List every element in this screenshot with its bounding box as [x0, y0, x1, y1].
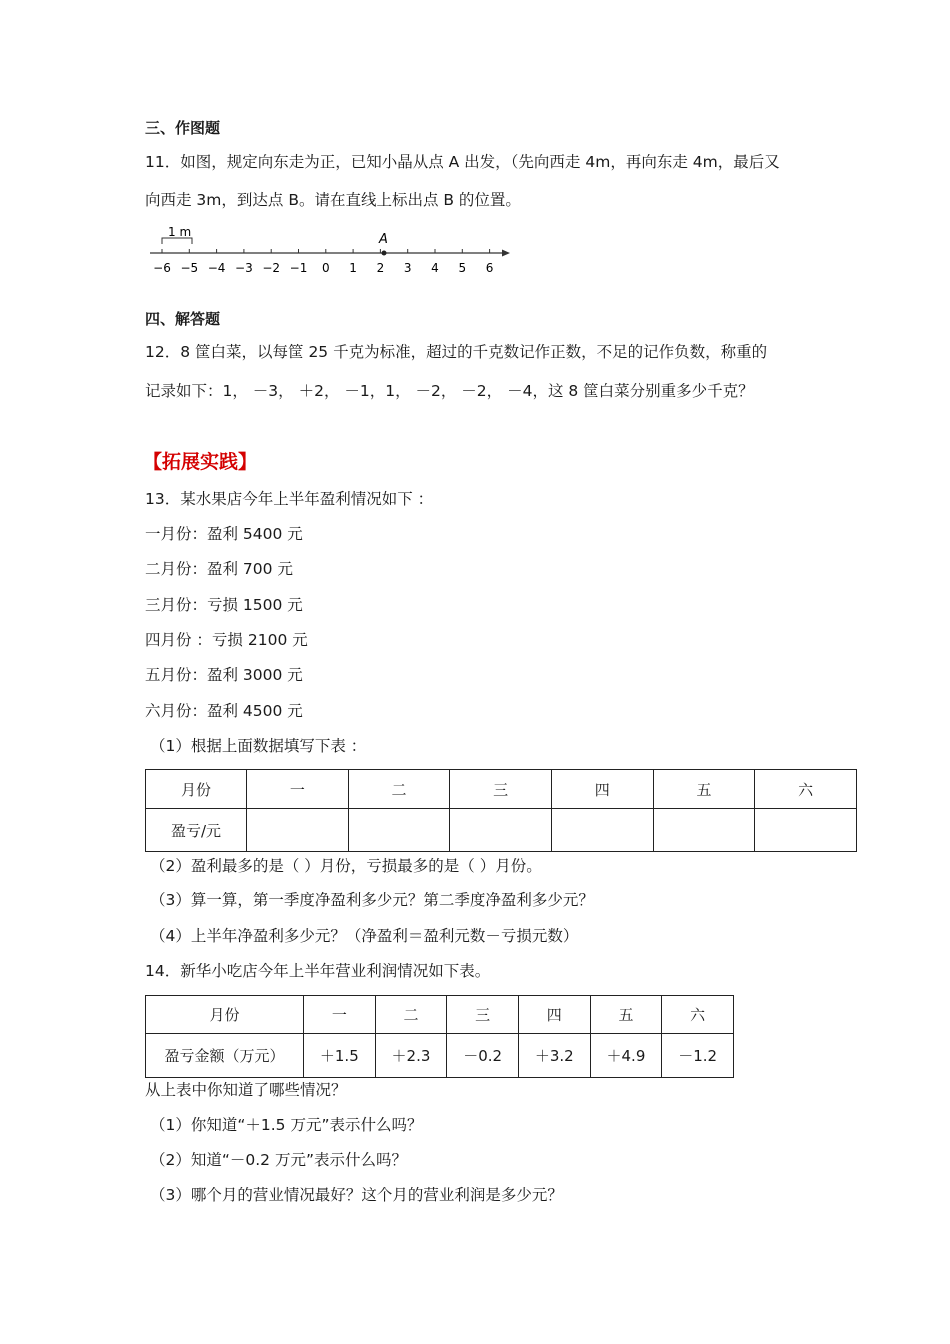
table-header-cell: 一 [247, 770, 349, 809]
table-header-label: 月份 [146, 770, 247, 809]
number-line-tick-label: −6 [153, 261, 171, 275]
number-line-tick-label: 4 [431, 261, 439, 275]
question-14-intro: 14．新华小吃店今年上半年营业利润情况如下表。 [145, 962, 491, 980]
table-header-cell: 三 [450, 770, 552, 809]
table-value-cell: ＋2.3 [375, 1034, 447, 1078]
question-13-sub-1: （1）根据上面数据填写下表 ： [150, 737, 367, 755]
question-13-sub-2: （2）盈利最多的是（ ）月份，亏损最多的是（ ）月份。 [150, 857, 542, 875]
question-13-intro: 13．某水果店今年上半年盈利情况如下 ： [145, 490, 434, 508]
table-header-cell: 二 [348, 770, 450, 809]
table-header-cell: 四 [518, 996, 590, 1034]
number-line-tick-label: 2 [376, 261, 385, 275]
table-value-cell: －1.2 [662, 1034, 734, 1078]
number-line-tick-label: 1 [349, 261, 357, 275]
table-row [146, 809, 857, 852]
question-12-line-2: 记录如下：1， －3， ＋2， －1，1， －2， －2， －4，这 8 筐白菜分别重多少千克？ [145, 382, 754, 400]
table-header-cell: 一 [304, 996, 376, 1034]
question-14-sub-3: （3）哪个月的营业情况最好？这个月的营业利润是多少元？ [150, 1186, 563, 1204]
number-line-tick-label: 6 [485, 261, 494, 275]
table-header-cell: 六 [755, 770, 857, 809]
number-line-tick-label: −3 [235, 261, 253, 275]
number-line-tick-label: −5 [180, 261, 199, 275]
question-13-sub-3: （3）算一算，第一季度净盈利多少元？第二季度净盈利多少元？ [150, 891, 594, 909]
point-a-label: A [379, 232, 388, 247]
month-record-1: 一月份：盈利 5400 元 [145, 525, 303, 543]
month-record-3: 三月份：亏损 1500 元 [145, 596, 303, 614]
number-line-tick-label: 5 [458, 261, 467, 275]
number-line-arrow [502, 250, 510, 257]
table-value-cell: ＋4.9 [590, 1034, 662, 1078]
unit-label: 1 m [168, 225, 192, 239]
blank-answer-cell[interactable] [247, 809, 349, 852]
section-heading-drawing: 三、作图题 [145, 119, 221, 137]
month-record-6: 六月份：盈利 4500 元 [145, 702, 303, 720]
table-header-row [146, 996, 734, 1034]
month-record-2: 二月份：盈利 700 元 [145, 560, 293, 578]
question-14-sub-1: （1）你知道“＋1.5 万元”表示什么吗？ [150, 1116, 423, 1134]
table-row-label: 盈亏/元 [146, 809, 247, 852]
table-header-cell: 五 [653, 770, 755, 809]
revenue-table [145, 995, 734, 1078]
question-14-sub-2: （2）知道“－0.2 万元”表示什么吗？ [150, 1151, 407, 1169]
number-line-tick-label: −4 [207, 261, 226, 275]
month-record-4: 四月份 ：亏损 2100 元 [145, 631, 308, 649]
table-row [146, 1034, 734, 1078]
table-header-cell: 六 [662, 996, 734, 1034]
blank-answer-cell[interactable] [755, 809, 857, 852]
number-line-tick-label: 0 [321, 261, 330, 275]
table-header-cell: 四 [551, 770, 653, 809]
point-a-dot [382, 251, 387, 256]
question-13-sub-4: （4）上半年净盈利多少元？（净盈利＝盈利元数－亏损元数） [150, 927, 579, 945]
number-line-figure [140, 222, 520, 278]
table-row-label: 盈亏金额（万元） [146, 1034, 304, 1078]
question-11-line-2: 向西走 3m，到达点 B。请在直线上标出点 B 的位置。 [145, 191, 521, 209]
table-header-cell: 二 [375, 996, 447, 1034]
question-12-line-1: 12．8 筐白菜，以每筐 25 千克为标准，超过的千克数记作正数，不足的记作负数，称重的 [145, 343, 768, 361]
table-value-cell: ＋1.5 [304, 1034, 376, 1078]
question-14-prompt: 从上表中你知道了哪些情况？ [145, 1081, 347, 1099]
month-record-5: 五月份：盈利 3000 元 [145, 666, 303, 684]
expansion-heading: 【拓展实践】 [143, 451, 258, 473]
number-line-tick-label: −1 [289, 261, 308, 275]
table-header-row [146, 770, 857, 809]
table-value-cell: ＋3.2 [518, 1034, 590, 1078]
number-line-tick-label: 3 [403, 261, 412, 275]
blank-answer-cell[interactable] [551, 809, 653, 852]
blank-answer-cell[interactable] [653, 809, 755, 852]
blank-answer-cell[interactable] [348, 809, 450, 852]
question-11-line-1: 11．如图，规定向东走为正，已知小晶从点 A 出发，（先向西走 4m，再向东走 4m，最后又 [145, 153, 780, 171]
number-line-tick-label: −2 [262, 261, 281, 275]
blank-answer-cell[interactable] [450, 809, 552, 852]
profit-fill-table [145, 769, 857, 852]
section-heading-answer: 四、解答题 [145, 310, 221, 328]
table-header-cell: 三 [447, 996, 519, 1034]
table-value-cell: －0.2 [447, 1034, 519, 1078]
table-header-cell: 五 [590, 996, 662, 1034]
table-header-label: 月份 [146, 996, 304, 1034]
